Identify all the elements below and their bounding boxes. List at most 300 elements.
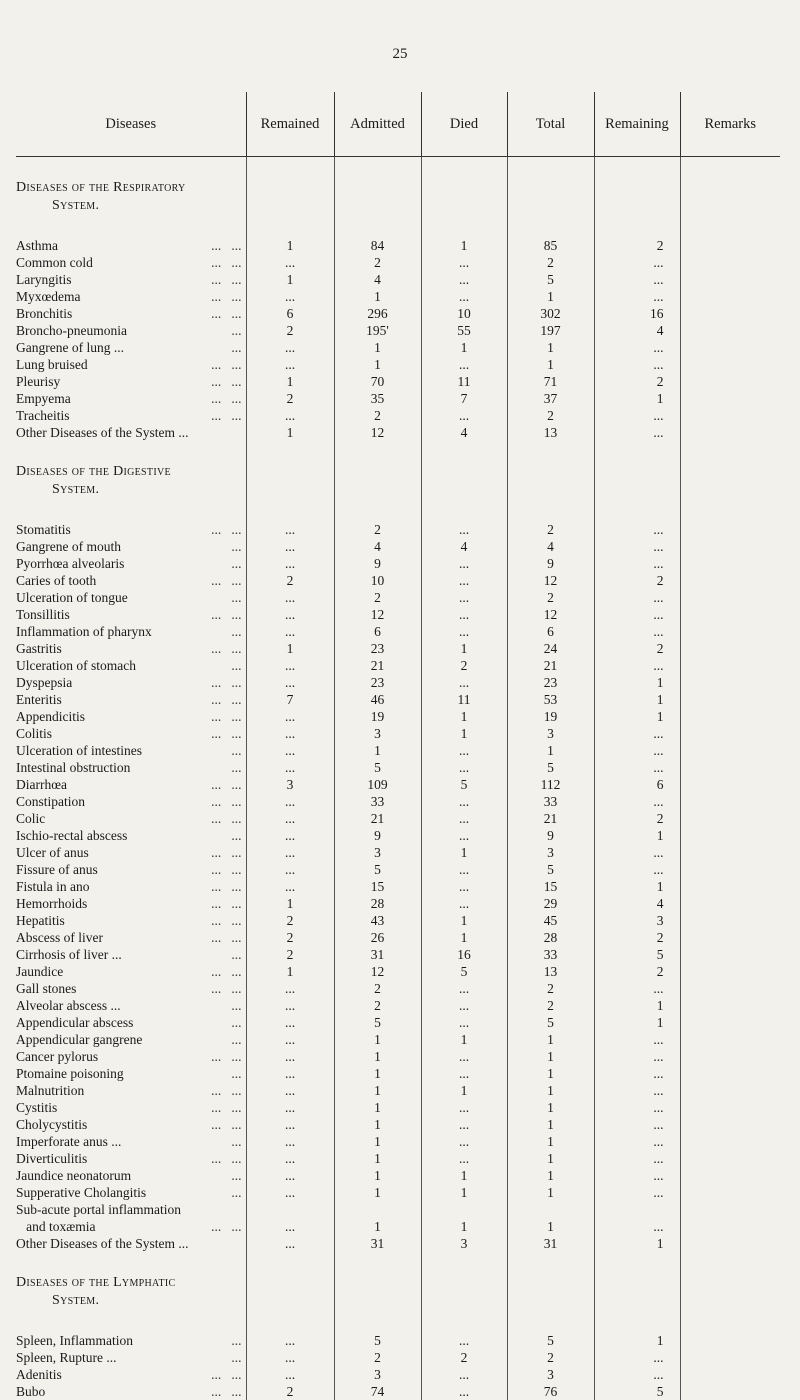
remaining-cell: 5 — [594, 1383, 680, 1400]
remarks-cell — [680, 424, 780, 441]
died-cell: 1 — [421, 725, 507, 742]
disease-name: Colic — [16, 810, 45, 827]
section-title: Diseases of the Digestive — [16, 463, 246, 481]
header-row — [16, 92, 780, 157]
spacer-cell — [680, 1310, 780, 1332]
remarks-cell — [680, 1031, 780, 1048]
remaining-cell: 2 — [594, 237, 680, 254]
total-cell: 23 — [507, 674, 594, 691]
leader-dots: ... ... — [211, 1150, 245, 1167]
disease-name-cell — [16, 776, 246, 793]
table-row — [16, 725, 780, 742]
table-row — [16, 538, 780, 555]
died-cell: 1 — [421, 640, 507, 657]
remaining-cell: ... — [594, 1167, 680, 1184]
remaining-cell: ... — [594, 657, 680, 674]
leader-dots: ... ... — [211, 1082, 245, 1099]
disease-name-cell — [16, 674, 246, 691]
remarks-cell — [680, 407, 780, 424]
remarks-cell — [680, 1065, 780, 1082]
leader-dots: ... — [231, 339, 245, 356]
remarks-cell — [680, 288, 780, 305]
leader-dots: ... ... — [211, 691, 245, 708]
admitted-cell: 43 — [334, 912, 421, 929]
admitted-cell: 1 — [334, 1150, 421, 1167]
remaining-cell: 2 — [594, 373, 680, 390]
disease-name-cell — [16, 1150, 246, 1167]
died-cell: 1 — [421, 237, 507, 254]
table-row — [16, 844, 780, 861]
disease-name: Adenitis — [16, 1366, 62, 1383]
died-cell: ... — [421, 356, 507, 373]
remained-cell: 1 — [246, 640, 334, 657]
disease-name-cell — [16, 793, 246, 810]
remarks-cell — [680, 946, 780, 963]
admitted-cell: 1 — [334, 1099, 421, 1116]
remarks-cell — [680, 844, 780, 861]
disease-name-cell — [16, 606, 246, 623]
total-cell: 28 — [507, 929, 594, 946]
disease-name-cell — [16, 407, 246, 424]
table-row — [16, 1184, 780, 1201]
disease-name: Laryngitis — [16, 271, 72, 288]
empty-cell — [334, 481, 421, 499]
remained-cell: 7 — [246, 691, 334, 708]
remained-cell: ... — [246, 407, 334, 424]
disease-name-cell — [16, 929, 246, 946]
spacer-cell — [421, 157, 507, 180]
table-row — [16, 1082, 780, 1099]
remained-cell: 1 — [246, 963, 334, 980]
spacer-cell — [594, 499, 680, 521]
remarks-cell — [680, 1116, 780, 1133]
total-cell: 1 — [507, 742, 594, 759]
remaining-cell — [594, 1201, 680, 1218]
total-cell: 5 — [507, 1014, 594, 1031]
admitted-cell: 1 — [334, 1167, 421, 1184]
disease-name-cell — [16, 237, 246, 254]
table-row — [16, 555, 780, 572]
table-row — [16, 606, 780, 623]
empty-cell — [594, 481, 680, 499]
spacer-cell — [594, 215, 680, 237]
admitted-cell: 2 — [334, 521, 421, 538]
spacer-row — [16, 1310, 780, 1332]
admitted-cell: 1 — [334, 1184, 421, 1201]
spacer-cell — [16, 1252, 246, 1274]
remaining-cell: ... — [594, 1349, 680, 1366]
remained-cell: ... — [246, 878, 334, 895]
disease-name: Abscess of liver — [16, 929, 103, 946]
disease-name-cell — [16, 1235, 246, 1252]
remained-cell: ... — [246, 861, 334, 878]
admitted-cell: 296 — [334, 305, 421, 322]
disease-name-cell — [16, 572, 246, 589]
remaining-cell: 1 — [594, 1235, 680, 1252]
remarks-cell — [680, 589, 780, 606]
total-cell: 12 — [507, 606, 594, 623]
leader-dots: ... — [231, 1014, 245, 1031]
table-row — [16, 254, 780, 271]
disease-name-cell — [16, 827, 246, 844]
table-row — [16, 1014, 780, 1031]
disease-name-cell — [16, 271, 246, 288]
spacer-cell — [16, 1310, 246, 1332]
disease-name: Constipation — [16, 793, 85, 810]
total-cell: 197 — [507, 322, 594, 339]
died-cell: ... — [421, 407, 507, 424]
table-row — [16, 623, 780, 640]
total-cell: 1 — [507, 356, 594, 373]
table-row — [16, 759, 780, 776]
remarks-cell — [680, 810, 780, 827]
table-row — [16, 1150, 780, 1167]
disease-name: Gall stones — [16, 980, 76, 997]
remarks-cell — [680, 980, 780, 997]
section-heading — [16, 1274, 780, 1292]
table-row — [16, 1065, 780, 1082]
remained-cell: ... — [246, 793, 334, 810]
spacer-cell — [334, 1310, 421, 1332]
disease-name: Cystitis — [16, 1099, 57, 1116]
remaining-cell: ... — [594, 759, 680, 776]
died-cell: ... — [421, 674, 507, 691]
disease-name: Gangrene of mouth — [16, 538, 121, 555]
remained-cell: ... — [246, 1167, 334, 1184]
remarks-cell — [680, 759, 780, 776]
died-cell: 1 — [421, 844, 507, 861]
table-row — [16, 929, 780, 946]
empty-cell — [421, 179, 507, 197]
leader-dots: ... ... — [211, 356, 245, 373]
disease-name: and toxæmia — [16, 1218, 96, 1235]
total-cell: 37 — [507, 390, 594, 407]
disease-name-cell — [16, 1014, 246, 1031]
remained-cell: 3 — [246, 776, 334, 793]
admitted-cell: 2 — [334, 254, 421, 271]
disease-name-cell — [16, 1218, 246, 1235]
total-cell: 33 — [507, 946, 594, 963]
remained-cell: 2 — [246, 572, 334, 589]
remarks-cell — [680, 1218, 780, 1235]
remarks-cell — [680, 305, 780, 322]
disease-name-cell — [16, 878, 246, 895]
empty-cell — [421, 481, 507, 499]
table-row — [16, 521, 780, 538]
disease-name-cell — [16, 538, 246, 555]
table-row — [16, 691, 780, 708]
died-cell: ... — [421, 861, 507, 878]
disease-name: Common cold — [16, 254, 93, 271]
spacer-cell — [507, 215, 594, 237]
remaining-cell: 2 — [594, 640, 680, 657]
table-row — [16, 407, 780, 424]
leader-dots: ... ... — [211, 793, 245, 810]
leader-dots: ... — [231, 1065, 245, 1082]
remarks-cell — [680, 1133, 780, 1150]
disease-name: Diarrhœa — [16, 776, 67, 793]
remarks-cell — [680, 572, 780, 589]
died-cell: 55 — [421, 322, 507, 339]
died-cell: ... — [421, 997, 507, 1014]
table-row — [16, 810, 780, 827]
remaining-cell: ... — [594, 356, 680, 373]
remaining-cell: ... — [594, 844, 680, 861]
leader-dots: ... ... — [211, 640, 245, 657]
table-row — [16, 237, 780, 254]
admitted-cell: 23 — [334, 674, 421, 691]
empty-cell — [246, 1274, 334, 1292]
remaining-cell: ... — [594, 1048, 680, 1065]
total-cell: 4 — [507, 538, 594, 555]
died-cell: 11 — [421, 373, 507, 390]
admitted-cell: 9 — [334, 827, 421, 844]
leader-dots: ... ... — [211, 810, 245, 827]
remaining-cell: ... — [594, 521, 680, 538]
died-cell: ... — [421, 1366, 507, 1383]
remained-cell: ... — [246, 1218, 334, 1235]
leader-dots: ... ... — [211, 1048, 245, 1065]
table-row — [16, 373, 780, 390]
remarks-cell — [680, 271, 780, 288]
spacer-cell — [507, 157, 594, 180]
disease-name: Myxœdema — [16, 288, 81, 305]
table-row — [16, 1133, 780, 1150]
admitted-cell: 195' — [334, 322, 421, 339]
leader-dots: ... — [231, 538, 245, 555]
remained-cell: ... — [246, 725, 334, 742]
remaining-cell: ... — [594, 725, 680, 742]
empty-cell — [680, 463, 780, 481]
remarks-cell — [680, 861, 780, 878]
total-cell: 24 — [507, 640, 594, 657]
remained-cell: ... — [246, 1065, 334, 1082]
section-title: System. — [16, 1292, 246, 1310]
died-cell: ... — [421, 1116, 507, 1133]
admitted-cell: 109 — [334, 776, 421, 793]
remaining-cell: 16 — [594, 305, 680, 322]
total-cell: 1 — [507, 1150, 594, 1167]
remained-cell: ... — [246, 657, 334, 674]
admitted-cell: 3 — [334, 844, 421, 861]
empty-cell — [421, 197, 507, 215]
spacer-cell — [680, 441, 780, 463]
leader-dots: ... — [231, 759, 245, 776]
table-row — [16, 674, 780, 691]
disease-name: Caries of tooth — [16, 572, 96, 589]
total-cell: 76 — [507, 1383, 594, 1400]
disease-name-cell — [16, 555, 246, 572]
total-cell: 33 — [507, 793, 594, 810]
leader-dots: ... — [231, 1332, 245, 1349]
section-title: System. — [16, 481, 246, 499]
disease-name: Stomatitis — [16, 521, 71, 538]
disease-name: Tonsillitis — [16, 606, 70, 623]
header-remained: Remained — [246, 92, 334, 157]
remained-cell: 2 — [246, 912, 334, 929]
remarks-cell — [680, 640, 780, 657]
disease-name: Broncho-pneumonia — [16, 322, 127, 339]
remaining-cell: ... — [594, 1218, 680, 1235]
admitted-cell: 1 — [334, 1116, 421, 1133]
total-cell: 1 — [507, 1184, 594, 1201]
remarks-cell — [680, 1383, 780, 1400]
admitted-cell: 1 — [334, 339, 421, 356]
empty-cell — [246, 179, 334, 197]
remained-cell: ... — [246, 810, 334, 827]
died-cell: ... — [421, 254, 507, 271]
disease-name-cell — [16, 589, 246, 606]
admitted-cell: 28 — [334, 895, 421, 912]
disease-name: Dyspepsia — [16, 674, 72, 691]
remarks-cell — [680, 1235, 780, 1252]
leader-dots: ... ... — [211, 878, 245, 895]
total-cell: 5 — [507, 861, 594, 878]
table-row — [16, 793, 780, 810]
spacer-cell — [246, 157, 334, 180]
remained-cell: 6 — [246, 305, 334, 322]
admitted-cell: 70 — [334, 373, 421, 390]
admitted-cell: 2 — [334, 980, 421, 997]
admitted-cell: 1 — [334, 1065, 421, 1082]
remaining-cell: ... — [594, 589, 680, 606]
remaining-cell: 1 — [594, 827, 680, 844]
section-title: Diseases of the Lymphatic — [16, 1274, 246, 1292]
disease-name: Malnutrition — [16, 1082, 84, 1099]
died-cell: ... — [421, 793, 507, 810]
leader-dots: ... ... — [211, 373, 245, 390]
section-heading-sub — [16, 1292, 780, 1310]
remarks-cell — [680, 725, 780, 742]
remarks-cell — [680, 1366, 780, 1383]
remaining-cell: 1 — [594, 1332, 680, 1349]
disease-name-cell — [16, 946, 246, 963]
remaining-cell: ... — [594, 623, 680, 640]
total-cell: 3 — [507, 725, 594, 742]
section-heading-sub — [16, 197, 780, 215]
died-cell: ... — [421, 1133, 507, 1150]
disease-name: Sub-acute portal inflammation — [16, 1201, 181, 1218]
admitted-cell: 5 — [334, 861, 421, 878]
died-cell: 5 — [421, 776, 507, 793]
table-row — [16, 322, 780, 339]
spacer-cell — [507, 1310, 594, 1332]
admitted-cell: 2 — [334, 997, 421, 1014]
remaining-cell: 6 — [594, 776, 680, 793]
admitted-cell: 1 — [334, 1133, 421, 1150]
leader-dots: ... ... — [211, 708, 245, 725]
died-cell: ... — [421, 521, 507, 538]
remained-cell: ... — [246, 997, 334, 1014]
disease-name-cell — [16, 997, 246, 1014]
died-cell: 16 — [421, 946, 507, 963]
empty-cell — [246, 481, 334, 499]
total-cell: 45 — [507, 912, 594, 929]
remained-cell: ... — [246, 1332, 334, 1349]
disease-name-cell — [16, 1082, 246, 1099]
header-admitted: Admitted — [334, 92, 421, 157]
died-cell: 2 — [421, 657, 507, 674]
spacer-cell — [594, 1252, 680, 1274]
remaining-cell: 1 — [594, 390, 680, 407]
spacer-cell — [334, 157, 421, 180]
leader-dots: ... ... — [211, 237, 245, 254]
spacer-cell — [421, 1252, 507, 1274]
empty-cell — [507, 463, 594, 481]
admitted-cell — [334, 1201, 421, 1218]
remained-cell: ... — [246, 827, 334, 844]
remained-cell: ... — [246, 1150, 334, 1167]
remained-cell — [246, 1201, 334, 1218]
remaining-cell: ... — [594, 793, 680, 810]
remarks-cell — [680, 997, 780, 1014]
table-row — [16, 861, 780, 878]
total-cell: 2 — [507, 254, 594, 271]
remarks-cell — [680, 963, 780, 980]
disease-name: Ptomaine poisoning — [16, 1065, 124, 1082]
remaining-cell: 4 — [594, 895, 680, 912]
disease-name-cell — [16, 742, 246, 759]
admitted-cell: 3 — [334, 1366, 421, 1383]
disease-name: Alveolar abscess ... — [16, 997, 121, 1014]
table-row — [16, 271, 780, 288]
disease-name: Spleen, Rupture ... — [16, 1349, 117, 1366]
remaining-cell: ... — [594, 1133, 680, 1150]
header-total: Total — [507, 92, 594, 157]
remained-cell: ... — [246, 1082, 334, 1099]
died-cell: ... — [421, 895, 507, 912]
leader-dots: ... — [231, 555, 245, 572]
disease-name-cell — [16, 759, 246, 776]
table-row — [16, 356, 780, 373]
admitted-cell: 2 — [334, 589, 421, 606]
spacer-cell — [421, 499, 507, 521]
table-row — [16, 1235, 780, 1252]
empty-cell — [334, 1274, 421, 1292]
table-row — [16, 878, 780, 895]
total-cell: 2 — [507, 1349, 594, 1366]
died-cell: ... — [421, 980, 507, 997]
disease-name: Fistula in ano — [16, 878, 90, 895]
remarks-cell — [680, 322, 780, 339]
leader-dots: ... ... — [211, 1116, 245, 1133]
remarks-cell — [680, 895, 780, 912]
total-cell: 1 — [507, 1099, 594, 1116]
admitted-cell: 10 — [334, 572, 421, 589]
total-cell: 2 — [507, 407, 594, 424]
table-body — [16, 157, 780, 1400]
spacer-row — [16, 1252, 780, 1274]
disease-name-cell — [16, 1383, 246, 1400]
remained-cell: ... — [246, 555, 334, 572]
empty-cell — [334, 1292, 421, 1310]
admitted-cell: 5 — [334, 1014, 421, 1031]
leader-dots: ... — [231, 946, 245, 963]
spacer-cell — [246, 215, 334, 237]
empty-cell — [246, 463, 334, 481]
total-cell: 112 — [507, 776, 594, 793]
disease-name: Appendicular gangrene — [16, 1031, 142, 1048]
remained-cell: ... — [246, 1116, 334, 1133]
leader-dots: ... ... — [211, 390, 245, 407]
died-cell: 3 — [421, 1235, 507, 1252]
disease-name: Appendicitis — [16, 708, 85, 725]
remained-cell: ... — [246, 1048, 334, 1065]
table-row — [16, 424, 780, 441]
empty-cell — [334, 463, 421, 481]
table-row — [16, 1218, 780, 1235]
died-cell: 1 — [421, 912, 507, 929]
